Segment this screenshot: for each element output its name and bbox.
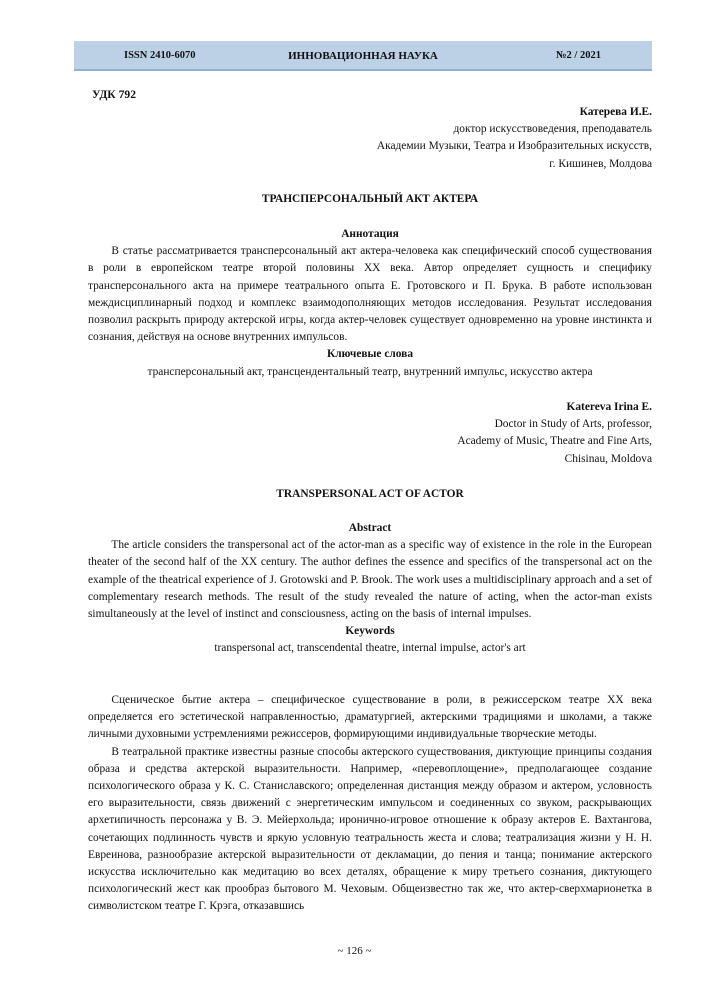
article-body [88,692,652,916]
issue-number: №2 / 2021 [556,50,601,61]
article-title-ru: ТРАНСПЕРСОНАЛЬНЫЙ АКТ АКТЕРА [261,193,479,205]
author-position-ru: доктор искусствоведения, преподаватель [453,123,652,136]
author-affiliation-en: Academy of Music, Theatre and Fine Arts, [457,435,652,448]
keywords-heading-ru: Ключевые слова [326,348,414,361]
author-block-en [88,399,652,468]
page-number: ~ 126 ~ [337,945,372,957]
author-location-en: Chisinau, Moldova [564,452,652,465]
body-paragraph-2: В театральной практике известны разные способы актерского существования, диктующие принципы создания образа и средства актерской выразительности. Например, «перевоплощение», предполагающее создание психологического образа у К. С. Станиславского; определенная дистанция между образом и актером, условность его выразительности, связь движений с энергетическим импульсом и соединенных со звуком, раскрывающих архетипичность персонажа у В. Э. Мейерхольда; иронично-игровое отношение к образу актеров Е. Вахтангова, сочетающих подлинность чувств и яркую условную театральность жеста и слова; театрализация жизни у Н. Н. Евреинова, разнообразие актерской выразительности от декламации, до пения и танца; понимание актерского искусства исключительно как медитацию во всех деталях, обращение к миру третьего сознания, диктующего психологический жест как прообраз бытового М. Чеховым. Общеизвестно так же, что актер-сверхмарионетка в символистском театре Г. Крэга, отказавшись [88,745,652,913]
journal-title: ИННОВАЦИОННАЯ НАУКА [288,50,438,62]
abstract-heading-ru: Аннотация [341,228,399,240]
abstract-ru [88,226,652,381]
author-location-ru: г. Кишинев, Молдова [549,157,652,170]
issn: ISSN 2410-6070 [124,50,196,61]
article-title-en: TRANSPERSONAL ACT OF ACTOR [276,488,464,500]
keywords-heading-en: Keywords [345,625,395,638]
journal-header [74,41,652,71]
author-name-en: Katereva Irina E. [566,401,652,413]
keywords-text-ru: трансперсональный акт, трансцендентальный театр, внутренний импульс, искусство актера [147,365,593,378]
author-affiliation-ru: Академии Музыки, Театра и Изобразительных искусств, [376,140,652,153]
body-paragraph-1: Сценическое бытие актера – специфическое существование в роли, в режиссерском театре XX века определяется его эстетической направленностью, драматургией, актерскими традициями и школами, а также личными духовными устремлениями режиссеров, формирующими индивидуальные творческие методы. [88,694,652,741]
abstract-text-ru: В статье рассматривается трансперсональный акт актера-человека как специфический способ существования в роли в европейском театре второй половины XX века. Автор определяет сущность и специфику трансперсонального акта на примере театрального опыта Е. Гротовского и П. Брука. В работе использован междисциплинарный подход и комплекс взаимодополняющих методов исследования. Результат исследования позволил раскрыть природу актерской игры, когда актер-человек существует одновременно на уровне инстинкта и сознания, действуя на основе внутренних импульсов. [88,245,652,344]
udk-code: УДК 792 [92,88,137,101]
author-name-ru: Катерева И.Е. [579,106,652,118]
abstract-en [88,520,652,658]
author-block-ru [88,104,652,173]
keywords-text-en: transpersonal act, transcendental theatre, internal impulse, actor's art [214,642,526,655]
abstract-heading-en: Abstract [348,522,392,534]
abstract-text-en: The article considers the transpersonal act of the actor-man as a specific way of existence in the role in the European theater of the second half of the XX century. The author defines the essence and specifics of the transpersonal act on the example of the theatrical experience of J. Grotowski and P. Brook. The work uses a multidisciplinary approach and a set of complementary research methods. The result of the study revealed the nature of acting, when the actor-man exists simultaneously at the level of instinct and consciousness, acting on the basis of internal impulses. [88,539,652,621]
author-position-en: Doctor in Study of Arts, professor, [494,418,652,431]
